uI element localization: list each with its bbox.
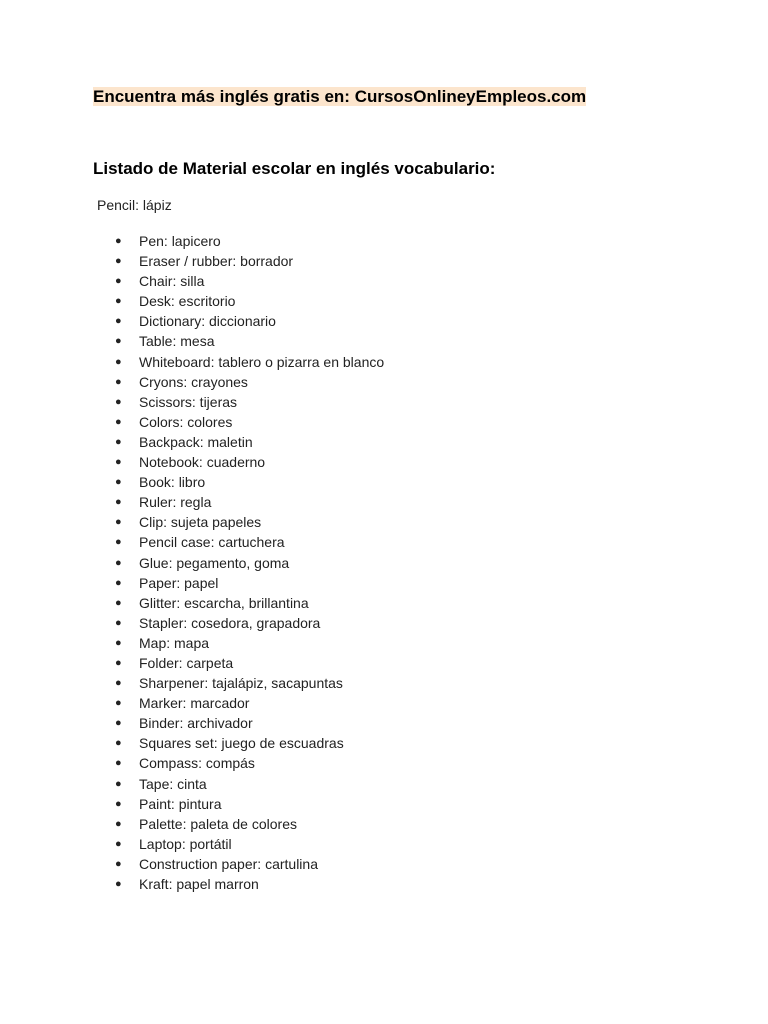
list-item-text: Pencil case: cartuchera: [139, 534, 285, 551]
list-item: [115, 291, 384, 311]
list-item-text: Chair: silla: [139, 273, 205, 290]
list-item: [115, 412, 384, 432]
list-item-text: Ruler: regla: [139, 494, 212, 511]
list-item: [115, 713, 384, 733]
bullet-icon: ●: [115, 456, 122, 469]
list-item: [115, 834, 384, 854]
list-item-text: Construction paper: cartulina: [139, 855, 318, 872]
list-item-text: Paper: papel: [139, 574, 219, 591]
list-item: [115, 874, 384, 894]
list-item: [115, 231, 384, 251]
list-item-text: Squares set: juego de escuadras: [139, 735, 344, 752]
list-item: [115, 673, 384, 693]
bullet-icon: ●: [115, 295, 122, 308]
list-item-text: Scissors: tijeras: [139, 393, 238, 410]
list-item: [115, 733, 384, 753]
list-item-text: Table: mesa: [139, 333, 215, 350]
list-item-text: Marker: marcador: [139, 695, 250, 712]
bullet-icon: ●: [115, 536, 122, 549]
promo-banner-text: Encuentra más inglés gratis en: CursosOnlineyEmpleos.com: [93, 87, 587, 106]
list-item-text: Tape: cinta: [139, 775, 207, 792]
list-item: [115, 372, 384, 392]
list-item: [115, 532, 384, 552]
bullet-icon: ●: [115, 355, 122, 368]
list-item-text: Laptop: portátil: [139, 835, 232, 852]
bullet-icon: ●: [115, 435, 122, 448]
list-item-text: Paint: pintura: [139, 795, 222, 812]
list-item-text: Stapler: cosedora, grapadora: [139, 614, 321, 631]
list-item-text: Book: libro: [139, 474, 206, 491]
bullet-icon: ●: [115, 275, 122, 288]
list-item: [115, 352, 385, 372]
bullet-icon: ●: [115, 837, 122, 850]
vocabulary-list: [115, 231, 385, 894]
bullet-icon: ●: [115, 737, 122, 750]
bullet-icon: ●: [115, 235, 122, 247]
bullet-icon: ●: [115, 556, 122, 569]
page-title: Listado de Material escolar en inglés vocabulario:: [93, 159, 496, 178]
list-item-text: Clip: sujeta papeles: [139, 514, 262, 531]
bullet-icon: ●: [115, 255, 122, 268]
list-item: [115, 774, 384, 794]
list-item-text: Backpack: maletin: [139, 433, 253, 450]
list-item: [115, 432, 384, 452]
bullet-icon: ●: [115, 576, 122, 589]
bullet-icon: ●: [115, 476, 122, 489]
intro-line: Pencil: lápiz: [97, 197, 172, 213]
list-item: [115, 452, 384, 472]
list-item: [115, 553, 384, 573]
bullet-icon: ●: [115, 817, 122, 830]
list-item-text: Dictionary: diccionario: [139, 313, 276, 330]
bullet-icon: ●: [115, 516, 122, 529]
bullet-icon: ●: [115, 636, 122, 649]
bullet-icon: ●: [115, 656, 122, 669]
list-item: [115, 814, 384, 834]
bullet-icon: ●: [115, 697, 122, 710]
list-item: [115, 251, 384, 271]
list-item-text: Palette: paleta de colores: [139, 815, 297, 832]
list-item: [115, 653, 384, 673]
list-item: [115, 331, 384, 351]
list-item-text: Notebook: cuaderno: [139, 454, 266, 471]
bullet-icon: ●: [115, 757, 122, 770]
list-item: [115, 794, 384, 814]
list-item-text: Sharpener: tajalápiz, sacapuntas: [139, 675, 343, 692]
list-item: [115, 854, 384, 874]
list-item-text: Eraser / rubber: borrador: [139, 253, 294, 270]
list-item: [115, 753, 384, 773]
bullet-icon: ●: [115, 395, 122, 408]
list-item: [115, 492, 384, 512]
bullet-icon: ●: [115, 677, 122, 690]
bullet-icon: ●: [115, 315, 122, 328]
bullet-icon: ●: [115, 375, 122, 388]
bullet-icon: ●: [115, 878, 122, 890]
list-item-text: Map: mapa: [139, 634, 210, 651]
bullet-icon: ●: [115, 596, 122, 609]
bullet-icon: ●: [115, 415, 122, 428]
bullet-icon: ●: [115, 616, 122, 629]
list-item: [115, 472, 384, 492]
list-item-text: Glitter: escarcha, brillantina: [139, 594, 309, 611]
bullet-icon: ●: [115, 797, 122, 810]
promo-banner: [93, 86, 586, 108]
list-item-text: Compass: compás: [139, 755, 255, 772]
list-item-text: Colors: colores: [139, 413, 233, 430]
bullet-icon: ●: [115, 717, 122, 730]
list-item: [115, 573, 384, 593]
list-item: [115, 593, 384, 613]
list-item: [115, 693, 384, 713]
list-item-text: Cryons: crayones: [139, 373, 248, 390]
bullet-icon: ●: [115, 857, 122, 870]
list-item-text: Desk: escritorio: [139, 293, 236, 310]
bullet-icon: ●: [115, 777, 122, 790]
list-item: [115, 613, 384, 633]
list-item: [115, 271, 384, 291]
list-item-text: Whiteboard: tablero o pizarra en blanco: [139, 353, 385, 370]
list-item-text: Pen: lapicero: [139, 233, 221, 249]
list-item: [115, 311, 384, 331]
list-item: [115, 392, 384, 412]
list-item-text: Kraft: papel marron: [139, 876, 259, 892]
list-item: [115, 633, 384, 653]
bullet-icon: ●: [115, 335, 122, 348]
bullet-icon: ●: [115, 496, 122, 509]
list-item-text: Glue: pegamento, goma: [139, 554, 290, 571]
list-item-text: Folder: carpeta: [139, 654, 234, 671]
list-item: [115, 512, 384, 532]
list-item-text: Binder: archivador: [139, 715, 253, 732]
